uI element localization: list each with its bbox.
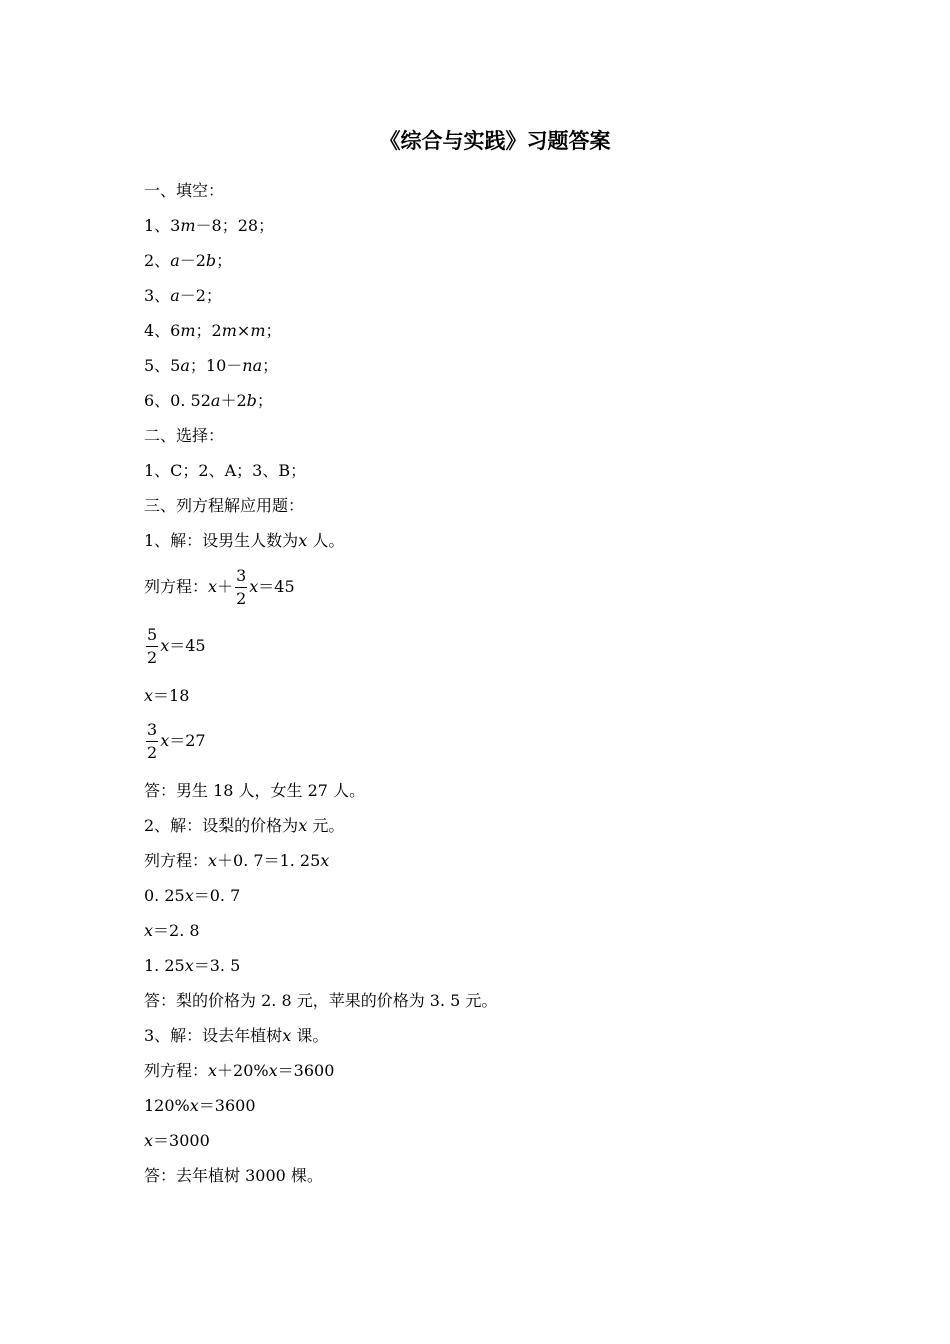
problem-1-intro: 1、解：设男生人数为x 人。 bbox=[144, 531, 345, 550]
fill-answer-3: 3、a－2； bbox=[144, 286, 222, 305]
problem-1-answer: 答：男生 18 人，女生 27 人。 bbox=[144, 781, 366, 800]
section-fill-blank-heading: 一、填空： bbox=[144, 181, 225, 200]
problem-2-intro: 2、解：设梨的价格为x 元。 bbox=[144, 816, 345, 835]
problem-2-answer: 答：梨的价格为 2. 8 元，苹果的价格为 3. 5 元。 bbox=[144, 991, 498, 1010]
page-title: 《综合与实践》习题答案 bbox=[379, 128, 611, 153]
problem-2-step-3: 1. 25x＝3. 5 bbox=[144, 956, 241, 975]
problem-3-step-1: 120%x＝3600 bbox=[144, 1096, 256, 1115]
fill-answer-4: 4、6m；2m×m； bbox=[144, 321, 282, 340]
problem-2-step-2: x＝2. 8 bbox=[144, 921, 200, 940]
fraction: $\frac{3}{2}$ bbox=[147, 720, 158, 762]
fill-answer-6: 6、0. 52a＋2b； bbox=[144, 391, 273, 410]
problem-1-step-1: $\frac{5}{2}$ x＝45 bbox=[147, 625, 206, 667]
fill-answer-2: 2、a－2b； bbox=[144, 251, 233, 270]
problem-1-step-3: $\frac{3}{2}$ x＝27 bbox=[147, 720, 206, 762]
problem-1-step-2: x＝18 bbox=[144, 686, 190, 705]
fill-answer-1: 1、3m－8；28； bbox=[144, 216, 275, 235]
choice-answers: 1、C；2、A；3、B； bbox=[144, 461, 307, 480]
section-choice-heading: 二、选择： bbox=[144, 426, 225, 445]
problem-3-step-2: x＝3000 bbox=[144, 1131, 210, 1150]
problem-3-answer: 答：去年植树 3000 棵。 bbox=[144, 1166, 323, 1185]
fraction: $\frac{3}{2}$ bbox=[236, 566, 247, 608]
problem-3-equation: 列方程：x＋20%x＝3600 bbox=[144, 1061, 335, 1080]
problem-3-intro: 3、解：设去年植树x 课。 bbox=[144, 1026, 329, 1045]
problem-2-equation: 列方程：x＋0. 7＝1. 25x bbox=[144, 851, 330, 870]
problem-1-equation: 列方程：x＋ $\frac{3}{2}$ x＝45 bbox=[144, 566, 295, 608]
section-equation-heading: 三、列方程解应用题： bbox=[144, 496, 305, 515]
fill-answer-5: 5、5a；10－na； bbox=[144, 356, 279, 375]
problem-2-step-1: 0. 25x＝0. 7 bbox=[144, 886, 241, 905]
fraction: $\frac{5}{2}$ bbox=[147, 625, 158, 667]
